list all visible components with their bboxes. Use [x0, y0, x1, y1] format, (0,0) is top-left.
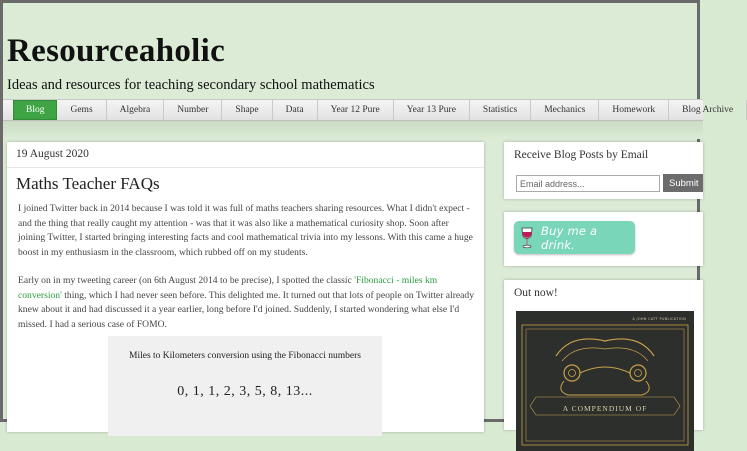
- post-paragraph: I joined Twitter back in 2014 because I was told it was full of maths teachers sharing resources. What I didn't expect - and the thing that really caught my attention - was that it was also like a mathematical curiosity shop. Soon after joining Twitter, I started bringing interesting facts and cool mathematical trivia into my lessons. With this came a huge boost in my enthusiasm in the classroom, which rubbed off on my students.: [18, 203, 473, 259]
- post-container: [7, 142, 484, 432]
- tab-number[interactable]: Number: [164, 100, 222, 120]
- tab-algebra[interactable]: Algebra: [107, 100, 165, 120]
- nav-bar: [3, 99, 734, 121]
- blog-title[interactable]: Resourceaholic: [7, 33, 226, 69]
- fibonacci-sequence: 0, 1, 1, 2, 3, 5, 8, 13...: [177, 384, 313, 399]
- submit-button[interactable]: Submit: [663, 174, 703, 192]
- email-input[interactable]: [516, 175, 660, 192]
- email-subscribe-widget: [504, 142, 703, 199]
- figure-caption: Miles to Kilometers conversion using the Fibonacci numbers: [129, 351, 361, 361]
- tab-data[interactable]: Data: [273, 100, 318, 120]
- wine-glass-icon: [520, 227, 534, 249]
- post-date: 19 August 2020: [7, 142, 484, 168]
- donate-widget: [504, 212, 703, 266]
- fibonacci-figure: [108, 336, 382, 436]
- buy-me-a-drink-button[interactable]: [514, 221, 635, 254]
- tab-shape[interactable]: Shape: [222, 100, 272, 120]
- tab-statistics[interactable]: Statistics: [470, 100, 531, 120]
- buy-me-a-drink-label: Buy me a drink.: [541, 223, 598, 252]
- fibonacci-link[interactable]: 'Fibonacci - miles km conversion': [18, 274, 438, 301]
- book-cover-image[interactable]: [516, 311, 694, 451]
- post-paragraph: [18, 274, 476, 333]
- tab-year-12-pure[interactable]: Year 12 Pure: [318, 100, 394, 120]
- post-body: [18, 202, 476, 346]
- tab-gems[interactable]: Gems: [57, 100, 106, 120]
- book-subtitle: A COMPENDIUM OF: [562, 404, 648, 413]
- tab-blog-archive[interactable]: Blog Archive: [669, 100, 747, 120]
- tab-year-13-pure[interactable]: Year 13 Pure: [394, 100, 470, 120]
- nav-shadow: [3, 121, 703, 139]
- book-publisher: A JOHN CATT PUBLICATION: [632, 317, 686, 321]
- tab-homework[interactable]: Homework: [599, 100, 669, 120]
- post-text: thing, which I had never seen before. This delighted me. It turned out that lots of people on Twitter already knew about it and had discussed it a year earlier, long before I'd joined. Suddenly, I started wondering what else I'd missed. I had a serious case of FOMO.: [18, 289, 475, 330]
- tab-blog[interactable]: Blog: [13, 100, 57, 120]
- post-text: Early on in my tweeting career (on 6th August 2014 to be precise), I spotted the classic: [18, 274, 355, 286]
- tab-mechanics[interactable]: Mechanics: [531, 100, 599, 120]
- email-widget-title: Receive Blog Posts by Email: [514, 149, 649, 161]
- book-widget: [504, 280, 703, 430]
- book-ornament-graphic: [516, 311, 694, 451]
- book-widget-title: Out now!: [514, 287, 558, 299]
- blog-description: Ideas and resources for teaching secondary school mathematics: [7, 77, 375, 93]
- post-title[interactable]: Maths Teacher FAQs: [16, 174, 160, 193]
